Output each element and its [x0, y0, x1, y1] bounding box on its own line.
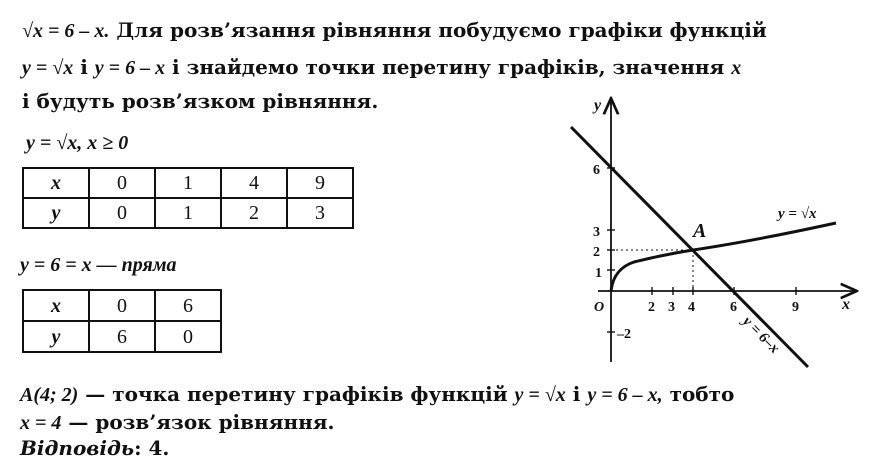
answer-value: : 4. [134, 436, 170, 460]
point-a-label: A [693, 220, 707, 242]
conclusion-function-sqrt: y = √x [514, 384, 566, 406]
y-tick-label: –2 [617, 327, 631, 342]
table-cell: 4 [221, 168, 287, 198]
table-cell: 0 [89, 290, 155, 321]
table1-title: y = √x, x ≥ 0 [26, 132, 129, 154]
y-tick-label: 1 [595, 266, 602, 281]
conclusion-and: і [572, 382, 581, 406]
table-cell: 0 [89, 198, 155, 228]
intro-function-line: y = 6 – x [94, 57, 166, 79]
x-tick-label: 3 [668, 300, 675, 315]
intro-equation: √x = 6 – x. [22, 20, 110, 42]
table-cell: 6 [89, 321, 155, 352]
table-cell: x [23, 168, 89, 198]
x-axis-label: x [842, 296, 850, 313]
conclusion-line-2 [20, 410, 334, 435]
x-tick-label: 6 [730, 300, 737, 315]
y-tick-label: 3 [593, 225, 600, 240]
y-tick-label: 6 [593, 163, 600, 178]
table-cell: x [23, 290, 89, 321]
intersection-point: A(4; 2) [20, 384, 79, 406]
x-tick-label: 2 [648, 300, 655, 315]
conclusion-text-1: — точка перетину графіків функцій [85, 382, 508, 406]
origin-label: O [594, 300, 605, 315]
x-tick-label: 9 [792, 300, 799, 315]
answer-label: Відповідь [20, 436, 135, 460]
solution-equation: x = 4 [20, 412, 62, 434]
line-label: y = 6–x [739, 313, 783, 357]
intro-line-2-text: і знайдемо точки перетину графіків, значення [172, 55, 725, 79]
solution-text: — розв’язок рівняння. [68, 410, 335, 434]
line-y-6-minus-x [571, 127, 808, 367]
conclusion-line-1 [20, 382, 734, 407]
table-cell: 9 [287, 168, 353, 198]
conclusion-function-line: y = 6 – x, [587, 384, 663, 406]
y-tick-label: 2 [593, 245, 600, 260]
table-cell: 3 [287, 198, 353, 228]
sqrt-curve-label: y = √x [778, 206, 817, 222]
intro-x-variable: x [731, 57, 742, 79]
x-tick-label: 4 [688, 300, 695, 315]
table2-title: y = 6 = x — пряма [20, 254, 177, 276]
table-cell: y [23, 198, 89, 228]
table-cell: 1 [155, 198, 221, 228]
table-cell: 0 [89, 168, 155, 198]
intro-and-1: і [80, 55, 88, 79]
table-cell: 2 [221, 198, 287, 228]
intro-line-3: і будуть розв’язком рівняння. [22, 89, 379, 113]
answer-line [20, 436, 169, 460]
y-axis-label: y [594, 97, 602, 114]
table-cell: 1 [155, 168, 221, 198]
table-cell: y [23, 321, 89, 352]
conclusion-text-2: тобто [669, 382, 735, 406]
intro-line-1-text: Для розв’язання рівняння побудуємо графіки функцій [116, 18, 767, 42]
table-cell: 6 [155, 290, 221, 321]
table-cell: 0 [155, 321, 221, 352]
intro-function-sqrt: y = √x [22, 57, 74, 79]
